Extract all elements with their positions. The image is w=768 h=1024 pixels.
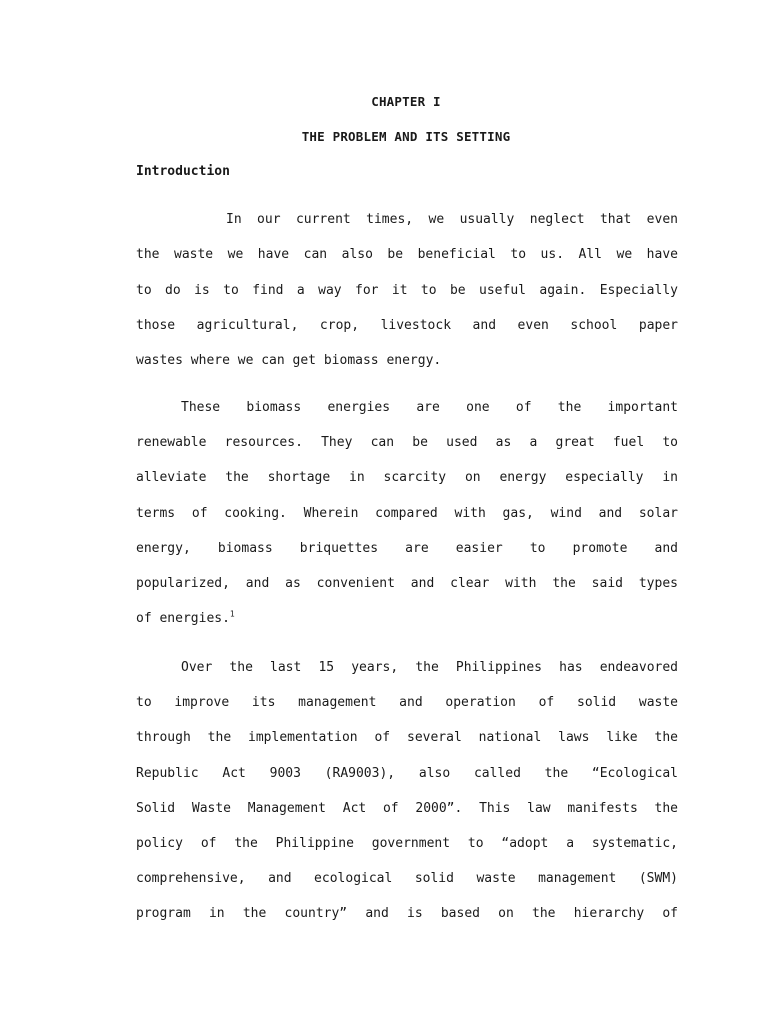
paragraph3-line: Republic Act 9003 (RA9003), also called the “Ecological (136, 766, 678, 781)
paragraph3-line: through the implementation of several national laws like the (136, 730, 678, 745)
chapter-heading: CHAPTER I (371, 94, 441, 109)
paragraph3-line: Over the last 15 years, the Philippines has endeavored (181, 660, 678, 675)
paragraph1-line: wastes where we can get biomass energy. (136, 353, 442, 368)
paragraph2-line: alleviate the shortage in scarcity on energy especially in (136, 470, 678, 485)
paragraph1-line: In our current times, we usually neglect that even (226, 212, 678, 227)
paragraph3-line: policy of the Philippine government to “adopt a systematic, (136, 836, 678, 851)
paragraph3-line: comprehensive, and ecological solid waste management (SWM) (136, 871, 678, 886)
paragraph2-line: popularized, and as convenient and clear with the said types (136, 576, 678, 591)
paragraph2-line: These biomass energies are one of the important (181, 400, 678, 415)
paragraph3-line: Solid Waste Management Act of 2000”. This law manifests the (136, 801, 678, 816)
paragraph1-line: to do is to find a way for it to be useful again. Especially (136, 283, 678, 298)
paragraph3-line: to improve its management and operation of solid waste (136, 695, 678, 710)
paragraph3-line: program in the country” and is based on the hierarchy of (136, 906, 678, 921)
section-heading: Introduction (136, 164, 230, 179)
paragraph2-line: energy, biomass briquettes are easier to promote and (136, 541, 678, 556)
footnote-marker[interactable]: 1 (229, 609, 235, 619)
paragraph2-line: renewable resources. They can be used as a great fuel to (136, 435, 678, 450)
paragraph2-last-line (136, 611, 678, 627)
paragraph2-line: of energies. (136, 611, 230, 626)
paragraph2-line: terms of cooking. Wherein compared with gas, wind and solar (136, 506, 678, 521)
paragraph1-line: those agricultural, crop, livestock and even school paper (136, 318, 678, 333)
chapter-title: THE PROBLEM AND ITS SETTING (301, 129, 511, 144)
paragraph1-line: the waste we have can also be beneficial to us. All we have (136, 247, 678, 262)
